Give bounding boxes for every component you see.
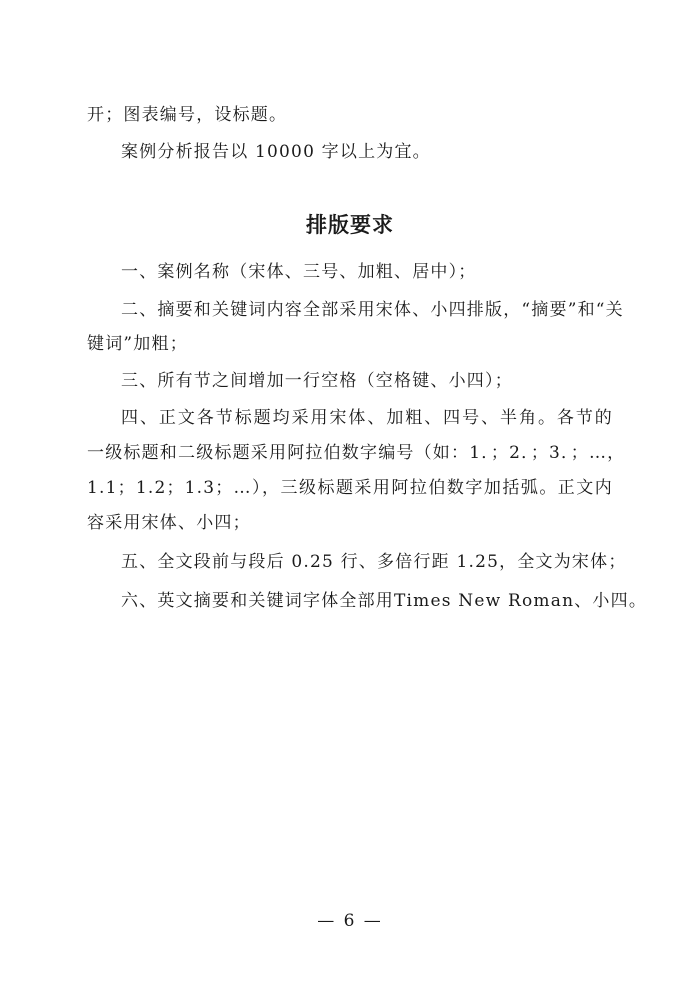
requirement-item-4-cont: 容采用宋体、小四； — [87, 513, 251, 533]
page-number: — 6 — — [317, 911, 383, 931]
requirement-item-4-cont: 1.1；1.2；1.3；…），三级标题采用阿拉伯数字加括弧。正文内 — [87, 478, 613, 498]
requirement-item-2: 二、摘要和关键词内容全部采用宋体、小四排版，“摘要”和“关 — [121, 300, 624, 320]
requirement-item-5: 五、全文段前与段后 0.25 行、多倍行距 1.25，全文为宋体； — [121, 552, 627, 572]
requirement-item-6: 六、英文摘要和关键词字体全部用Times New Roman、小四。 — [121, 591, 648, 611]
requirement-item-4-cont: 一级标题和二级标题采用阿拉伯数字编号（如：1．；2．；3．；…， — [87, 443, 626, 463]
requirement-item-2-cont: 键词”加粗； — [87, 334, 188, 354]
section-heading: 排版要求 — [306, 212, 394, 237]
requirement-item-3: 三、所有节之间增加一行空格（空格键、小四）； — [121, 371, 513, 391]
requirement-item-4: 四、正文各节标题均采用宋体、加粗、四号、半角。各节的 — [121, 408, 613, 428]
body-text-line: 案例分析报告以 10000 字以上为宜。 — [121, 142, 431, 162]
body-text-line: 开；图表编号，设标题。 — [87, 105, 288, 125]
requirement-item-1: 一、案例名称（宋体、三号、加粗、居中）； — [121, 262, 477, 282]
